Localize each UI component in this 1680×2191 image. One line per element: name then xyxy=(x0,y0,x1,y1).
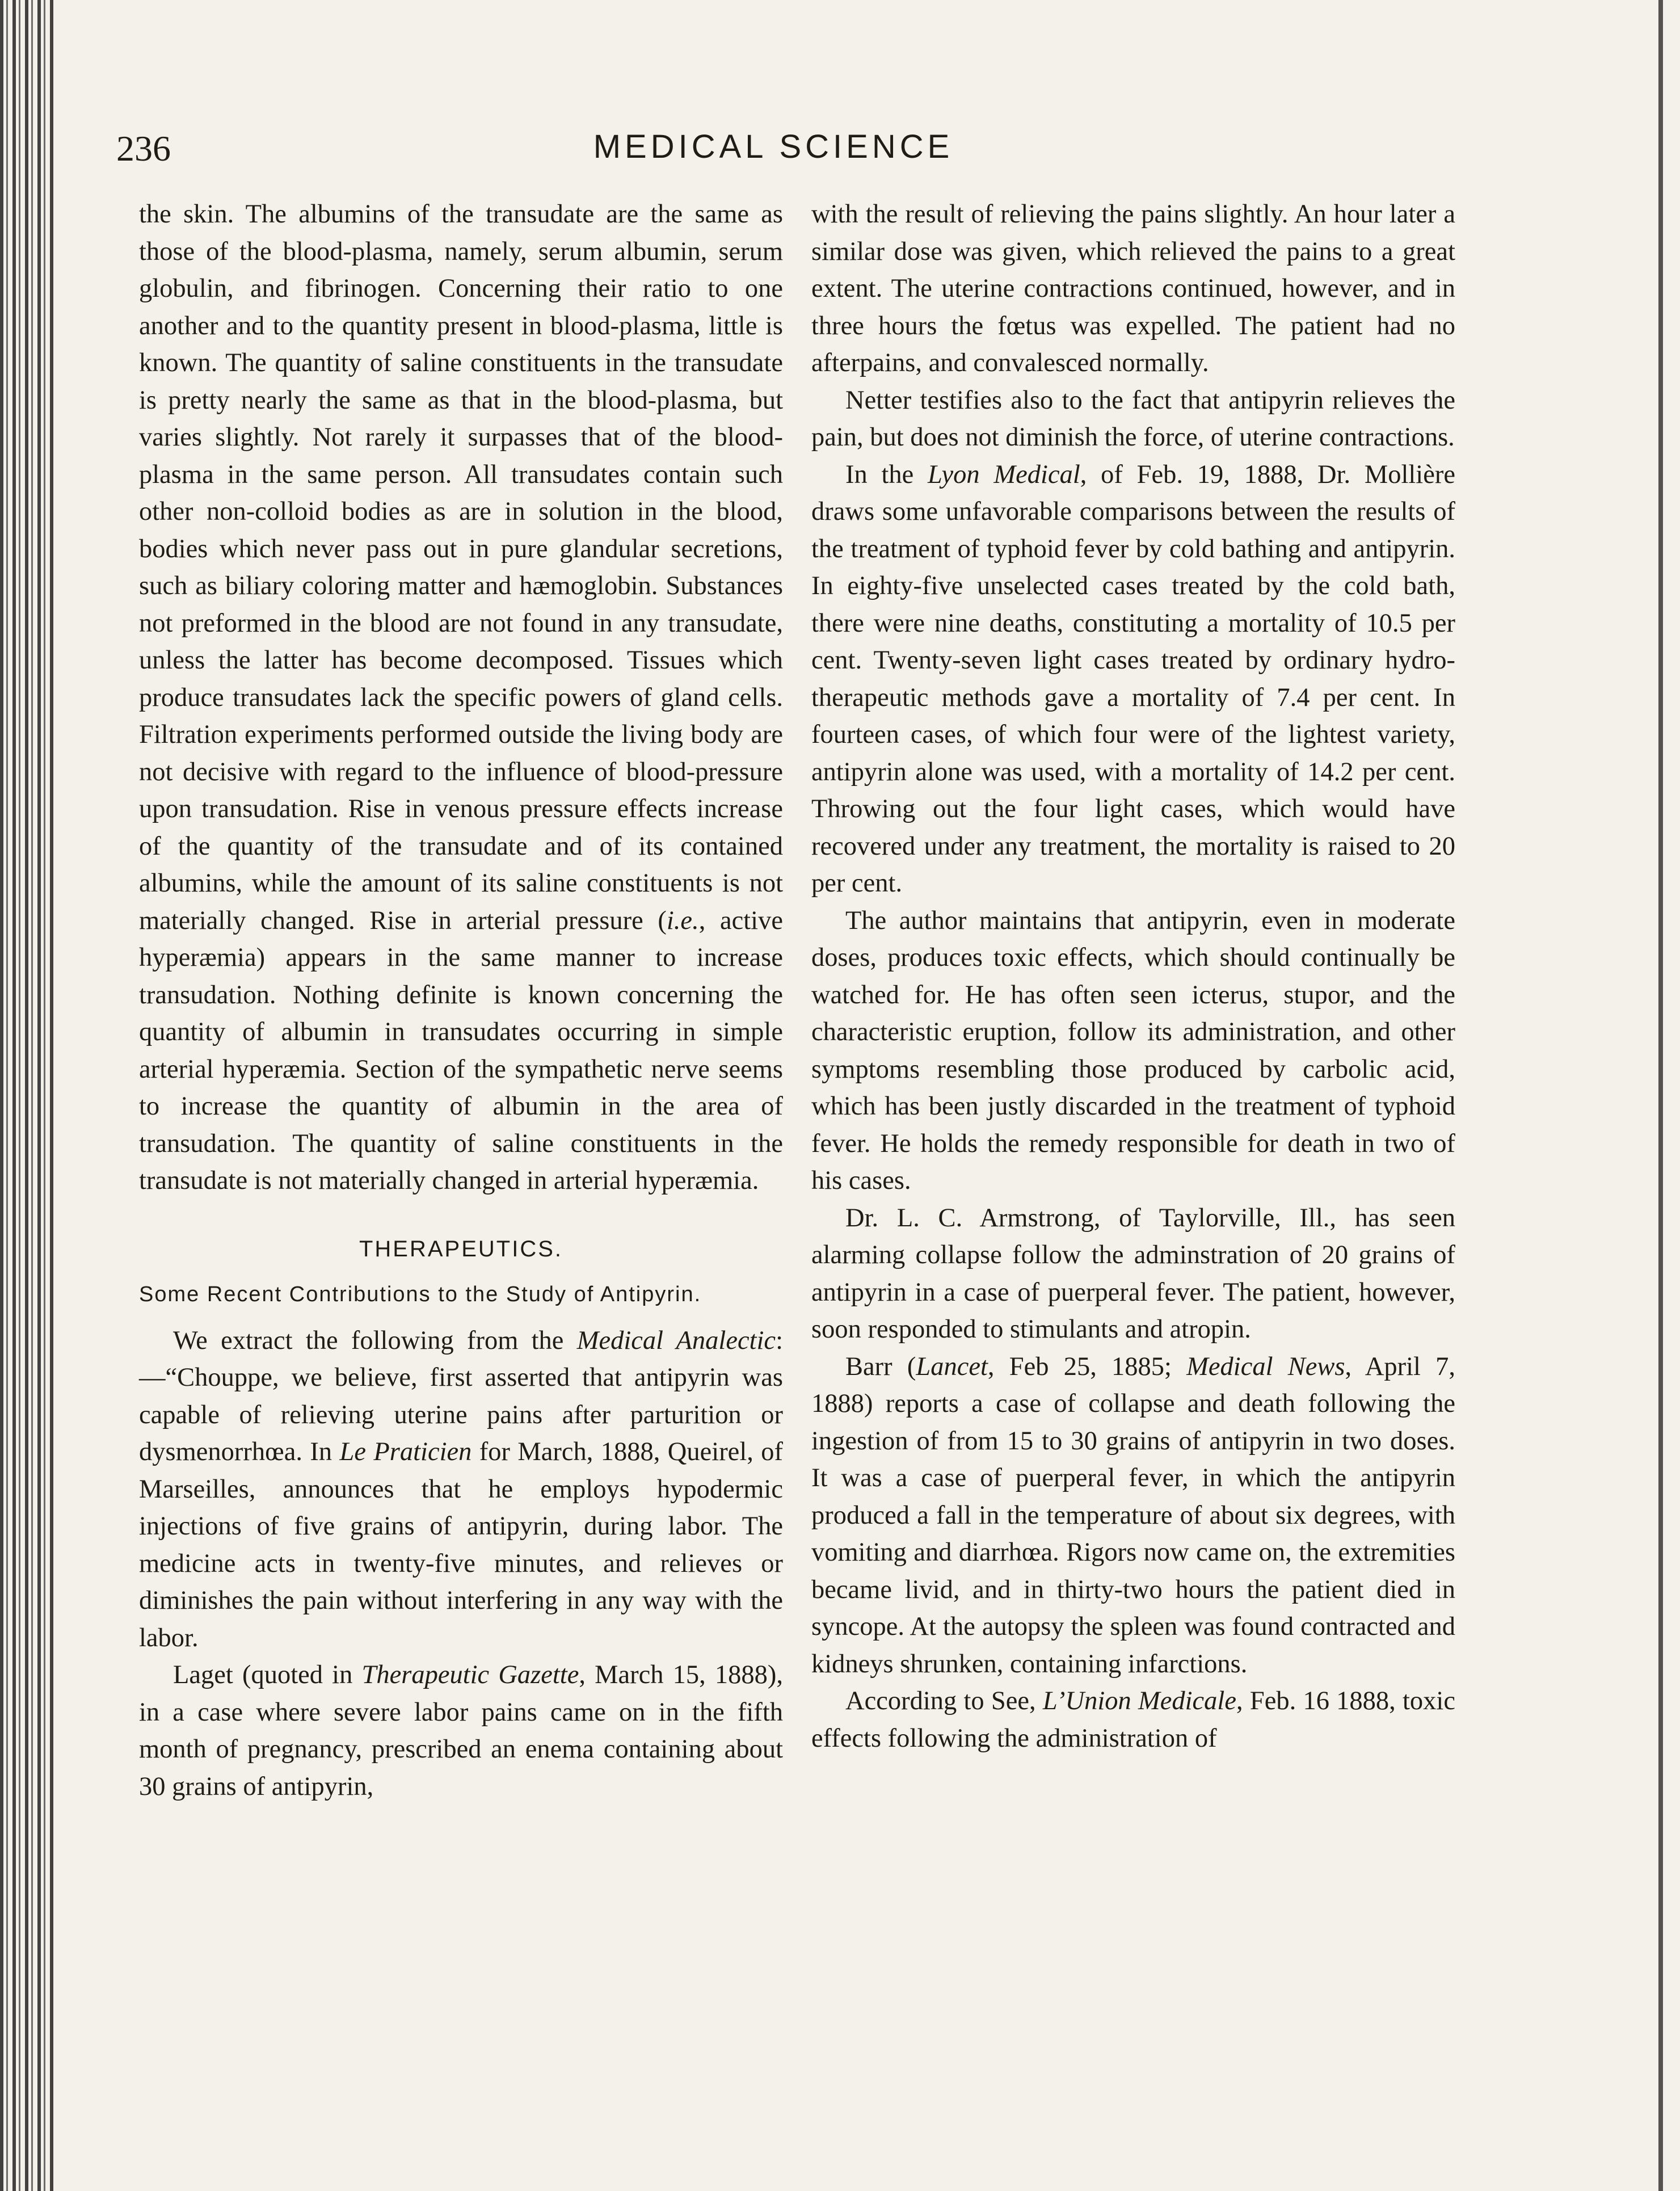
paragraph: the skin. The albumins of the transudate are the same as those of the blood-plasma, namely, serum albumin, serum globulin, and fibrinogen. Concerning their ratio to one another and to the quantity present in blood-plasma, little is known. The quantity of saline constituents in the transudate is pretty nearly the same as that in the blood-plasma, but varies slightly. Not rarely it surpasses that of the blood-plasma in the same person. All transudates contain such other non-colloid bodies as are in solution in the blood, bodies which never pass out in pure glandular secretions, such as biliary coloring matter and hæmoglobin. Substances not preformed in the blood are not found in any transudate, unless the latter has become decomposed. Tissues which produce transudates lack the specific powers of gland cells. Filtration experiments performed outside the living body are not decisive with regard to the influence of blood-pressure upon transudation. Rise in venous pressure effects increase of the quantity of the transudate and of its contained albumins, while the amount of its saline constituents is not materially changed. Rise in arterial pressure (i.e., active hyperæmia) appears in the same manner to increase transudation. Nothing definite is known concerning the quantity of albumin in transudates occurring in simple arterial hyperæmia. Section of the sympathetic nerve seems to increase the quantity of albumin in the area of transudation. The quantity of saline constituents in the transudate is not materially changed in arterial hyperæmia. xyxy=(139,200,783,1195)
paragraph: with the result of relieving the pains slightly. An hour later a similar dose was given, which relieved the pains to a great extent. The uterine contractions continued, however, and in three hours the fœtus was expelled. The patient had no afterpains, and convalesced normally. xyxy=(811,200,1455,377)
scan-right-edge xyxy=(1658,0,1663,2191)
right-column xyxy=(811,196,1455,1757)
left-column xyxy=(139,196,783,1805)
paragraph: Barr (Lancet, Feb 25, 1885; Medical News, April 7, 1888) reports a case of collapse and death following the ingestion of from 15 to 30 grains of antipyrin in two doses. It was a case of puerperal fever, in which the antipyrin produced a fall in the temperature of about six degrees, with vomiting and diarrhœa. Rigors now came on, the extremities became livid, and in thirty-two hours the patient died in syncope. At the autopsy the spleen was found contracted and kidneys shrunken, containing infarctions. xyxy=(811,1352,1455,1679)
paragraph: We extract the following from the Medical Analectic:—“Chouppe, we believe, first asserted that antipyrin was capable of relieving uterine pains after parturition or dysmenorrhœa. In Le Praticien for March, 1888, Queirel, of Marseilles, announces that he employs hypodermic injections of five grains of antipyrin, during labor. The medicine acts in twenty-five minutes, and relieves or diminishes the pain without interfering in any way with the labor. xyxy=(139,1326,783,1652)
subsection-title: Some Recent Contributions to the Study of Antipyrin. xyxy=(139,1282,702,1306)
page-header xyxy=(116,128,1430,179)
paragraph: The author maintains that antipyrin, even in moderate doses, produces toxic effects, which should continually be watched for. He has often seen icterus, stupor, and the characteristic eruption, follow its administration, and other symptoms resembling those produced by carbolic acid, which has been justly discarded in the treatment of typhoid fever. He holds the remedy responsible for death in two of his cases. xyxy=(811,906,1455,1195)
paragraph: Netter testifies also to the fact that antipyrin relieves the pain, but does not diminish the force, of uterine contractions. xyxy=(811,385,1455,452)
page-number: 236 xyxy=(116,128,171,169)
scan-binding-edge xyxy=(0,0,54,2191)
section-title: THERAPEUTICS. xyxy=(359,1236,563,1261)
paragraph: Dr. L. C. Armstrong, of Taylorville, Ill., has seen alarming collapse follow the adminstration of 20 grains of antipyrin in a case of puerperal fever. The patient, however, soon responded to stimulants and atropin. xyxy=(811,1203,1455,1344)
paragraph: In the Lyon Medical, of Feb. 19, 1888, Dr. Mollière draws some unfavorable comparisons between the results of the treatment of typhoid fever by cold bathing and antipyrin. In eighty-five unselected cases treated by the cold bath, there were nine deaths, constituting a mortality of 10.5 per cent. Twenty-seven light cases treated by ordinary hydro-therapeutic methods gave a mortality of 7.4 per cent. In fourteen cases, of which four were of the lightest variety, antipyrin alone was used, with a mortality of 14.2 per cent. Throwing out the four light cases, which would have recovered under any treatment, the mortality is raised to 20 per cent. xyxy=(811,460,1455,898)
paragraph: According to See, L’Union Medicale, Feb. 16 1888, toxic effects following the administration of xyxy=(811,1687,1455,1753)
paragraph: Laget (quoted in Therapeutic Gazette, March 15, 1888), in a case where severe labor pains came on in the fifth month of pregnancy, prescribed an enema containing about 30 grains of antipyrin, xyxy=(139,1660,783,1801)
running-head: MEDICAL SCIENCE xyxy=(593,128,954,165)
